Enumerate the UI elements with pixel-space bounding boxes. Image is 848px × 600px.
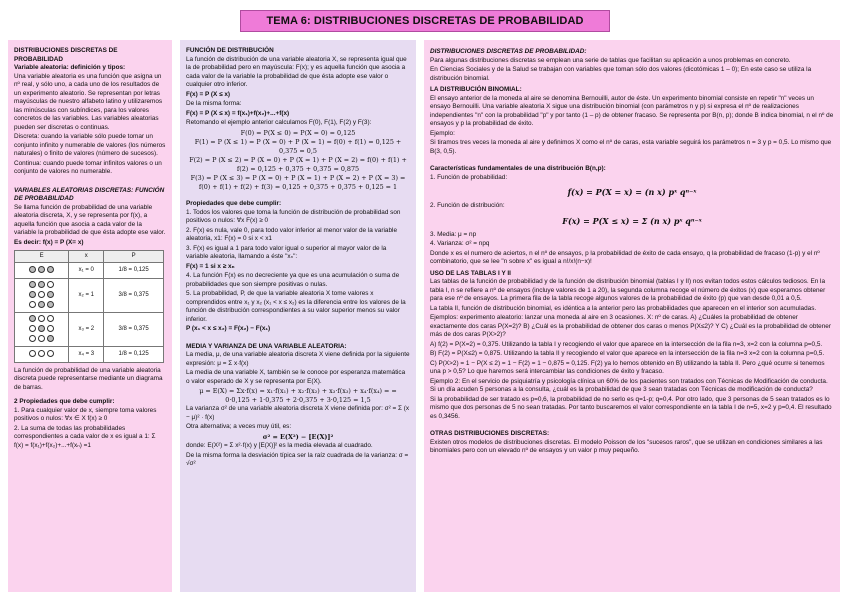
table-header-x: x xyxy=(69,251,104,263)
formula-Fx: F(x) = P (X ≤ x) xyxy=(186,90,231,98)
page-title: TEMA 6: DISTRIBUCIONES DISCRETAS DE PROBABILIDAD xyxy=(266,15,584,27)
paragraph-same-form: De la misma forma: xyxy=(186,100,242,107)
coin-icon xyxy=(29,291,36,298)
coin-icon xyxy=(38,350,45,357)
property-2: 2. La suma de todas las probabilidades correspondientes a cada valor de x es igual a 1: Σ f(x) = f(x₁)+f(x₂)+...+f(xₙ) =1 xyxy=(14,424,156,449)
coin-outcomes-cell xyxy=(15,346,69,362)
paragraph-discrete-def: Discreta: cuando la variable sólo puede tomar un conjunto infinito y numerable de valores (los números naturales) o finito de valores (número de sucesos). xyxy=(14,133,166,157)
answer-c: C) P(X>2) = 1 − P(X ≤ 2) = 1 − F(2) = 1 − 0,875 = 0,125. F(2) ya lo hemos obtenido en B) utilizando la tabla II. Pero ¿qué ocurre si tenemos una p > 0,5? Lo que haremos será intercambiar las condiciones de éxito y fracaso. xyxy=(430,359,825,375)
heading-properties-F: Propiedades que debe cumplir: xyxy=(186,200,282,207)
table-row xyxy=(15,262,164,278)
paragraph-example-label: Ejemplo: xyxy=(430,129,455,137)
paragraph-random-variable-def: Una variable aleatoria es una función que asigna un nº real, y sólo uno, a cada uno de los resultados de un experimento aleatorio. Se representan por letras mayúsculas de nuestro alfabeto latino y utilizaremos las minúsculas con subíndices, para los valores concretos de las variables. Las variables aleatorias pueden ser discretas o continuas. xyxy=(14,72,163,131)
property-F-5: 5. La probabilidad, P, de que la variable aleatoria X tome valores x comprendidos entre x₁ y x₂ (x₁ < x ≤ x₂) es la diferencia entre los valores de la función de distribución correspondientes a su valor superior menos su valor inferior. xyxy=(186,290,406,323)
paragraph-bar-diagram: La función de probabilidad de una variable aleatoria discreta puede representarse mediante un diagrama de barras. xyxy=(14,366,163,391)
calc-F2: F(2) = P (X ≤ 2) = P (X = 0) + P (X = 1) + P (X = 2) = f(0) + f(1) + f(2) = 0,125 + 0,375 + 0,375 = 0,875 xyxy=(189,156,407,173)
item-mean: 3. Media: μ = np xyxy=(430,230,477,238)
heading-tables-usage: USO DE LAS TABLAS I Y II xyxy=(430,269,511,277)
paragraph-where: donde: E(X²) = Σ x²·f(x) y [E(X)]² es la media elevada al cuadrado. xyxy=(186,442,373,449)
formula-Fx-sum: F(x) = P (X ≤ x) = f(x₁)+f(x₂)+...+f(x) xyxy=(186,109,290,117)
item-distribution-function: 2. Función de distribución: xyxy=(430,202,505,209)
paragraph-probability-function: Se llama función de probabilidad de una variable aleatoria discreta, X, y se representa por f(x), a aquella función que asocia a cada valor de la variable la probabilidad de que ésta adopte ese valor. xyxy=(14,203,166,236)
table-cell-x: x₂ = 1 xyxy=(69,278,104,312)
paragraph-examples: Ejemplos: experimento aleatorio: lanzar una moneda al aire en 3 ocasiones. X: nº de caras. A) ¿Cuáles la probabilidad de obtener exactamente dos caras P(X=2)? B) ¿Cuál es la probabilidad de obtener dos caras o menos P(X≤2)? Y C) ¿Cuál es la probabilidad de obtener más de dos caras P(X>2)? xyxy=(430,314,831,338)
item-probability-function: 1. Función de probabilidad: xyxy=(430,173,508,181)
coin-icon xyxy=(29,335,36,342)
paragraph-tables-intro: Para algunas distribuciones discretas se emplean una serie de tablas que facilitan su aplicación a unos problemas en concreto. xyxy=(430,56,791,64)
coin-icon xyxy=(29,266,36,273)
heading-discrete-variables: VARIABLES ALEATORIAS DISCRETAS: FUNCIÓN DE PROBABILIDAD xyxy=(14,186,165,202)
item-variance: 4. Varianza: σ² = npq xyxy=(430,240,490,247)
coin-icon xyxy=(47,281,54,288)
table-header-e: E xyxy=(15,251,69,263)
heading-binomial: LA DISTRIBUCIÓN BINOMIAL: xyxy=(430,86,522,93)
formula-fx: Es decir: f(x) = P (X= x) xyxy=(14,238,84,246)
coin-icon xyxy=(47,291,54,298)
paragraph-continuous-def: Continua: cuando puede tomar infinitos valores o un conjunto de valores no numerable. xyxy=(14,159,162,175)
coin-icon xyxy=(38,335,45,342)
coin-icon xyxy=(47,335,54,342)
paragraph-tables-II: La tabla II, función de distribución binomial, es idéntica a la anterior pero las probabilidades que aparecen en el interior son acumuladas. xyxy=(430,304,817,312)
coin-icon xyxy=(38,315,45,322)
paragraph-social-sciences: En Ciencias Sociales y de la Salud se trabajan con variables que toman sólo dos valores (dicotómicas 1 – 0); En este caso se utiliza la distribución binomial. xyxy=(430,66,812,82)
property-F-3: 3. F(x) es igual a 1 para todo valor igual o superior al mayor valor de la variable aleatoria, llamando a éste "xₙ": xyxy=(186,244,387,260)
table-header-p: P xyxy=(104,251,164,263)
table-cell-p: 1/8 = 0,125 xyxy=(104,262,164,278)
coin-icon xyxy=(38,325,45,332)
table-row xyxy=(15,278,164,312)
calc-F0: F(0) = P(X ≤ 0) = P(X = 0) = 0,125 xyxy=(240,128,356,137)
property-F-4: 4. La función F(x) es no decreciente ya que es una acumulación o suma de probabilidades que son siempre positivas o nulas. xyxy=(186,272,400,288)
probability-table xyxy=(14,250,164,363)
coin-icon xyxy=(47,350,54,357)
coin-icon xyxy=(29,315,36,322)
paragraph-expectation: La media de una variable X, también se le conoce por esperanza matemática o valor esperado de X y se representa por E(X). xyxy=(186,369,406,385)
table-cell-p: 3/8 = 0,375 xyxy=(104,312,164,346)
coin-icon xyxy=(38,281,45,288)
paragraph-example-coin: Si tiramos tres veces la moneda al aire y definimos X como el nº de caras, esta variable seguirá los parámetros n = 3 y p = 0,5. Lo mismo que B(3, 0,5). xyxy=(430,139,832,155)
coin-icon xyxy=(47,266,54,273)
coin-icon xyxy=(38,301,45,308)
coin-icon xyxy=(29,301,36,308)
paragraph-variance-def: La varianza σ² de una variable aleatoria discreta X viene definida por: σ² = Σ (x − μ)² · f(x) xyxy=(186,405,410,421)
column-left xyxy=(8,40,172,592)
property-1: 1. Para cualquier valor de x, siempre toma valores positivos o nulos: ∀x ∈ X f(x) ≥ 0 xyxy=(14,406,157,422)
table-cell-p: 1/8 = 0,125 xyxy=(104,346,164,362)
formula-binomial-f: f(x) = P(X = x) = (n x) pˣ qⁿ⁻ˣ xyxy=(567,187,697,197)
paragraph-tables-I: Las tablas de la función de probabilidad y de la función de distribución binomial (tablas I y II) nos evitan todos estos cálculos tediosos. En la tabla I, n se refiere a nº de ensayos (incluye valores de 1 a 20), la segunda columna recoge el número de éxitos (x) que esperamos obtener para ese nº de ensayos. La primera fila de la tabla recoge algunos valores de la probabilidad de éxito (p) que van desde 0,01 a 0,5. xyxy=(430,278,826,302)
calc-mean: μ = E(X) = Σx·f(x) = x₁·f(x₁) + x₂·f(x₂) + x₃·f(x₃) + x₄·f(x₄) = = 0·0,125 + 1·0,375 + 2·0,375 + 3·0,125 = 1,5 xyxy=(199,387,397,404)
paragraph-alternative: Otra alternativa; a veces muy útil, es: xyxy=(186,423,292,430)
paragraph-mean-def: La media, μ, de una variable aleatoria discreta X viene definida por la siguiente expresión: μ = Σ x·f(x) xyxy=(186,351,410,367)
coin-icon xyxy=(47,315,54,322)
coin-icon xyxy=(29,325,36,332)
paragraph-where-binomial: Donde x es el numero de aciertos, n el nº de ensayos, p la probabilidad de éxito de cada ensayo, q la probabilidad de fracaso (1-p) y el nº combinatorio, que se lee "n sobre x" es igual a n!/x!(n−x)! xyxy=(430,249,820,265)
coin-icon xyxy=(47,301,54,308)
heading-properties: 2 Propiedades que debe cumplir: xyxy=(14,398,115,405)
table-row xyxy=(15,346,164,362)
answer-b: B) F(2) = P(X≤2) = 0,875. Utilizando la tabla II y recogiendo el valor que aparece en la intersección de la fila n=3 x=2 con la columna p=0,5. xyxy=(430,350,825,357)
heading-random-variable: Variable aleatoria: definición y tipos: xyxy=(14,64,126,71)
coin-outcomes-cell xyxy=(15,262,69,278)
table-cell-x: x₃ = 2 xyxy=(69,312,104,346)
column-right xyxy=(424,40,840,592)
formula-binomial-F: F(x) = P(X ≤ x) = Σ (n x) pˣ qⁿ⁻ˣ xyxy=(562,215,702,226)
property-F-2: 2. F(x) es nula, vale 0, para todo valor inferior al menor valor de la variable aleatoria, x1: F(x) = 0 si x < x1 xyxy=(186,226,397,242)
coin-icon xyxy=(29,281,36,288)
coin-icon xyxy=(47,325,54,332)
property-F-3-formula: F(x) = 1 si x ≥ xₙ xyxy=(186,262,235,270)
paragraph-example-2-solution: Si la probabilidad de ser tratado es p=0,6, la probabilidad de no serlo es q=1-p; q=0,4. Por otro lado, que 3 personas de 5 sean tratados es lo mismo que dos personas de 5 no sean tratadas. Por tanto buscaremos el valor correspondiente en la tabla I de n=5, x=2 y p=0,4. El resultado es 0,3456. xyxy=(430,395,832,420)
coin-icon xyxy=(29,350,36,357)
paragraph-poisson: Existen otros modelos de distribuciones discretas. El modelo Poisson de los "sucesos raros", que se utilizan en condiciones similares a las binomiales pero con un elevado nº de ensayos y un valor p muy pequeño. xyxy=(430,438,823,454)
title-bar xyxy=(240,10,610,32)
coin-outcomes-cell xyxy=(15,278,69,312)
property-F-5-formula: P (x₁ < x ≤ x₂) = F(x₂) − F(x₁) xyxy=(186,325,271,332)
answer-a: A) f(2) = P(X=2) = 0,375. Utilizando la tabla I y recogiendo el valor que aparece en la intersección de la fila n=3, x=2 con la columna p=0,5. xyxy=(430,340,823,348)
paragraph-std-dev: De la misma forma la desviación típica ser la raíz cuadrada de la varianza: σ = √σ² xyxy=(186,451,409,467)
calc-F1: F(1) = P (X ≤ 1) = P (X = 0) + P (X = 1) = f(0) + f(1) = 0,125 + 0,375 = 0,5 xyxy=(194,138,402,155)
table-cell-p: 3/8 = 0,375 xyxy=(104,278,164,312)
paragraph-example-intro: Retomando el ejemplo anterior calculamos F(0), F(1), F(2) y F(3): xyxy=(186,119,372,126)
property-F-1: 1. Todos los valores que toma la función de distribución de probabilidad son positivos o nulos: ∀x F(x) ≥ 0 xyxy=(186,208,401,224)
heading-mean-variance: MEDIA Y VARIANZA DE UNA VARIABLE ALEATORIA: xyxy=(186,342,347,350)
table-cell-x: x₄ = 3 xyxy=(69,346,104,362)
coin-icon xyxy=(38,291,45,298)
coin-outcomes-cell xyxy=(15,312,69,346)
formula-variance-alt: σ² = E(X²) − [E(X)]² xyxy=(262,432,334,441)
heading-characteristics: Características fundamentales de una distribución B(n,p): xyxy=(430,165,606,172)
heading-discrete-distributions-right: DISTRIBUCIONES DISCRETAS DE PROBABILIDAD: xyxy=(430,48,587,55)
paragraph-distribution-def: La función de distribución de una variable aleatoria X, se representa igual que la de probabilidad pero en mayúscula: F(x); y es aquella función que asocia a cada valor de la variable la probabilidad de que ésta adopte ese valor o cualquier otro inferior. xyxy=(186,55,407,88)
coin-icon xyxy=(38,266,45,273)
calc-F3: F(3) = P (X ≤ 3) = P (X = 0) + P (X = 1) + P (X = 2) + P (X = 3) = f(0) + f(1) + f(2) + f(3) = 0,125 + 0,375 + 0,375 + 0,125 = 1 xyxy=(190,174,406,191)
heading-distribution-function: FUNCIÓN DE DISTRIBUCIÓN xyxy=(186,47,274,54)
table-row xyxy=(15,312,164,346)
heading-other-distributions: OTRAS DISTRIBUCIONES DISCRETAS: xyxy=(430,430,550,437)
paragraph-bernoulli: El ensayo anterior de la moneda al aire se denomina Bernouilli, autor de éste. Un experimento binomial consiste en repetir "n" veces un ensayo Bernouilli. Una variable aleatoria X sigue una distribución binomial (con parámetros n y p) si expresa el nº de realizaciones independientes "n" con la probabilidad "p" y por tanto (1 – p) de obtener fracaso. Se representa por B(n, p); donde B indica binomial, n el nº de ensayos y p la probabilidad de éxito. xyxy=(430,94,834,127)
paragraph-example-2: Ejemplo 2: En el servicio de psiquiatría y psicología clínica un 60% de los pacientes son tratados con Técnicas de Modificación de conducta. Si un día acuden 5 personas a la consulta, ¿cuál es la probabilidad de que 3 sean tratadas con Técnicas de modificación de conducta? xyxy=(430,377,828,393)
table-cell-x: x₁ = 0 xyxy=(69,262,104,278)
heading-discrete-distributions: DISTRIBUCIONES DISCRETAS DE PROBABILIDAD xyxy=(14,47,118,63)
column-middle xyxy=(180,40,416,592)
